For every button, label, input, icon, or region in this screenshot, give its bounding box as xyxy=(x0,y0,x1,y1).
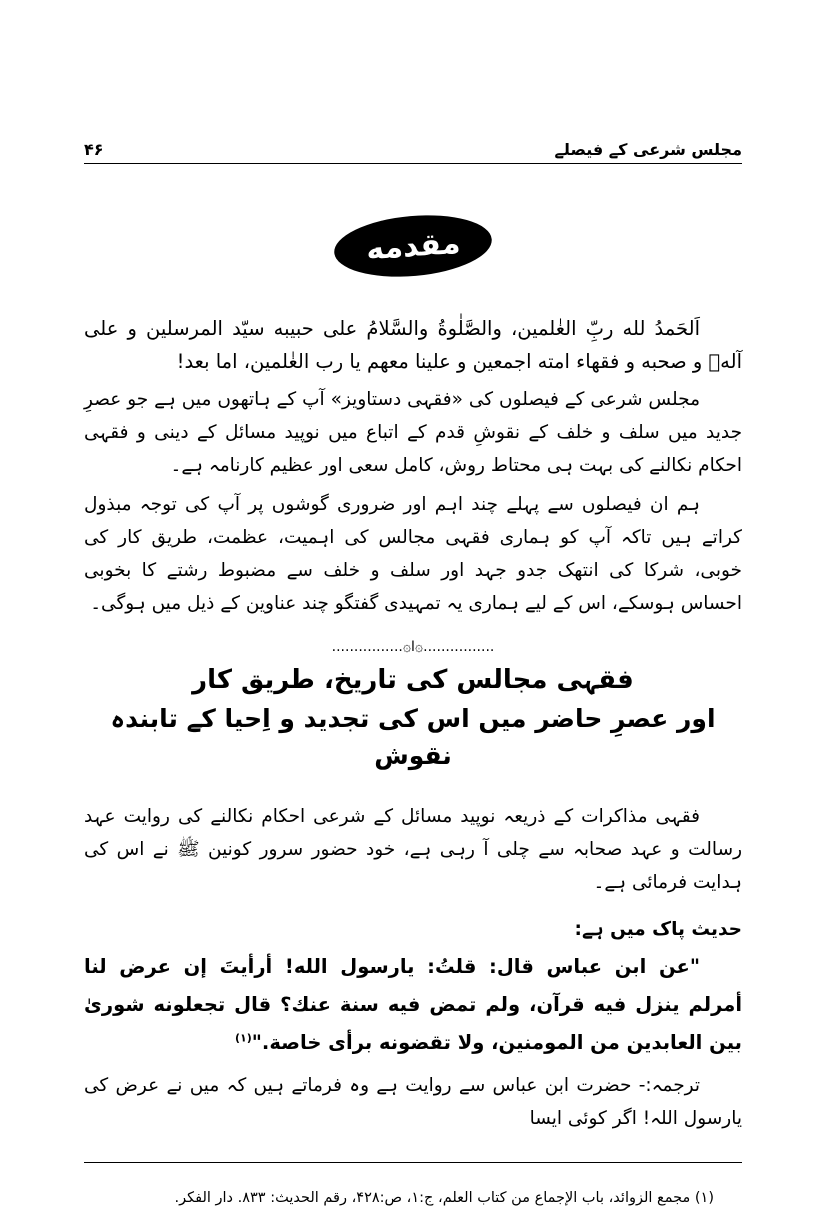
section-heading-line1: فقہی مجالس کی تاریخ، طریق کار xyxy=(192,664,634,695)
footnote-rule xyxy=(84,1162,742,1163)
seal-label: مقدمه xyxy=(364,225,462,267)
section-paragraph-1: فقہی مذاکرات کے ذریعہ نوپید مسائل کے شرعی احکام نکالنے کی روایت عہد رسالت و عہد صحابہ سے چلی آ رہی ہے، خود حضور سرور کونین ﷺ نے اس کی ہدایت فرمائی ہے۔ xyxy=(84,805,742,893)
intro-paragraph-2: ہم ان فیصلوں سے پہلے چند اہم اور ضروری گوشوں پر آپ کی توجہ مبذول کراتے ہیں تاکہ آپ کو ہماری فقہی مجالس کی اہمیت، عظمت، طریق کار کی خوبی، شرکا کی انتھک جدو جہد اور سلف و خلف سے مضبوط رشتے کا بخوبی احساس ہوسکے، اس کے لیے ہماری یہ تمہیدی گفتگو چند عناوین کے ذیل میں ہوگی۔ xyxy=(84,494,742,614)
section-heading xyxy=(84,661,742,775)
seal-wrap xyxy=(84,216,742,276)
muqaddima-seal xyxy=(332,209,495,283)
footnote-marker: (۱) xyxy=(234,1031,252,1045)
running-header-title: مجلس شرعی کے فیصلے xyxy=(554,140,742,159)
hadith-text xyxy=(84,948,742,1062)
page-header xyxy=(84,140,742,164)
intro-paragraph-1: مجلس شرعی کے فیصلوں کی «فقہی دستاویز» آپ کے ہاتھوں میں ہے جو عصرِ جدید میں سلف و خلف کے نقوشِ قدم کے اتباع میں نوپید مسائل کے دینی و فقہی احکام نکالنے کی بہت ہی محتاط روش، کامل سعی اور عظیم کارنامہ ہے۔ xyxy=(84,389,742,477)
footnote-block xyxy=(84,1162,742,1210)
ornament-divider: ................۞ا۞................ xyxy=(331,638,495,655)
hadith-body: "عن ابن عباس قال: قلتُ: یارسول الله! أرأیتَ إن عرض لنا أمرلم ینزل فیه قرآن، ولم تمض فیه سنة عنك؟ قال تجعلونه شوریٰ بین العابدین من المومنین، ولا تقضونه برأی خاصة." xyxy=(84,955,742,1055)
translation-paragraph: ترجمہ:- حضرت ابن عباس سے روایت ہے وہ فرماتے ہیں کہ میں نے عرض کی یارسول اللہ! اگر کوئی ایسا xyxy=(84,1075,742,1130)
section-heading-line2: اور عصرِ حاضر میں اس کی تجدید و اِحیا کے تابندہ نقوش xyxy=(110,703,716,771)
footnote-text: (۱) مجمع الزوائد، باب الإجماع من كتاب العلم، ج:۱، ص:۴۲۸، رقم الحديث: ۸۳۳. دار الفكر. xyxy=(174,1189,714,1206)
page-number: ۴۶ xyxy=(84,140,104,159)
opening-hamd-paragraph: اَلحَمدُ لله ربِّ الغٰلمین، والصَّلٰوةُ والسَّلامُ علی حبیبه سیّد المرسلین و علی آلهٖ و صحبه و فقهاء امته اجمعین و علینا معهم یا رب الغٰلمین، اما بعد! xyxy=(84,317,742,374)
hadith-intro: حدیث پاک میں ہے: xyxy=(574,918,742,940)
page-content xyxy=(84,140,742,1225)
